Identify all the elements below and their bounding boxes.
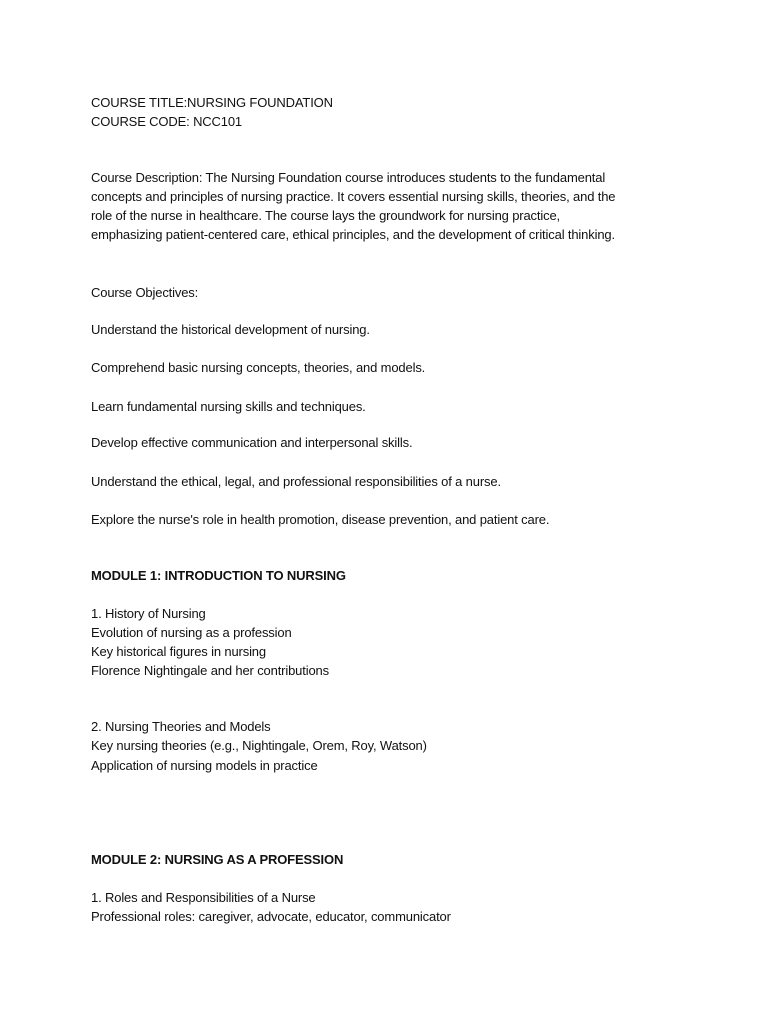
section-heading: 2. Nursing Theories and Models <box>91 719 271 734</box>
section-item: Application of nursing models in practice <box>91 758 318 773</box>
objective-item: Explore the nurse's role in health promotion, disease prevention, and patient care. <box>91 512 550 527</box>
course-code: COURSE CODE: NCC101 <box>91 114 243 129</box>
section-item: Evolution of nursing as a profession <box>91 625 292 640</box>
section-item: Key nursing theories (e.g., Nightingale, Orem, Roy, Watson) <box>91 738 427 753</box>
section-item: Professional roles: caregiver, advocate, educator, communicator <box>91 909 451 924</box>
course-description-line: role of the nurse in healthcare. The course lays the groundwork for nursing practice, <box>91 208 560 223</box>
section-item: Key historical figures in nursing <box>91 644 266 659</box>
course-description-line: Course Description: The Nursing Foundation course introduces students to the fundamental <box>91 170 606 185</box>
section-item: Florence Nightingale and her contributions <box>91 663 329 678</box>
objective-item: Develop effective communication and interpersonal skills. <box>91 435 413 450</box>
objectives-heading: Course Objectives: <box>91 285 199 300</box>
objective-item: Understand the ethical, legal, and professional responsibilities of a nurse. <box>91 474 501 489</box>
objective-item: Understand the historical development of nursing. <box>91 322 370 337</box>
module-title: MODULE 2: NURSING AS A PROFESSION <box>91 852 344 867</box>
section-heading: 1. History of Nursing <box>91 606 206 621</box>
course-title: COURSE TITLE:NURSING FOUNDATION <box>91 95 333 110</box>
course-description-line: concepts and principles of nursing practice. It covers essential nursing skills, theories, and the <box>91 189 616 204</box>
section-heading: 1. Roles and Responsibilities of a Nurse <box>91 890 316 905</box>
objective-item: Comprehend basic nursing concepts, theories, and models. <box>91 360 426 375</box>
module-title: MODULE 1: INTRODUCTION TO NURSING <box>91 568 346 583</box>
objective-item: Learn fundamental nursing skills and techniques. <box>91 399 366 414</box>
course-description-line: emphasizing patient-centered care, ethical principles, and the development of critical thinking. <box>91 227 615 242</box>
